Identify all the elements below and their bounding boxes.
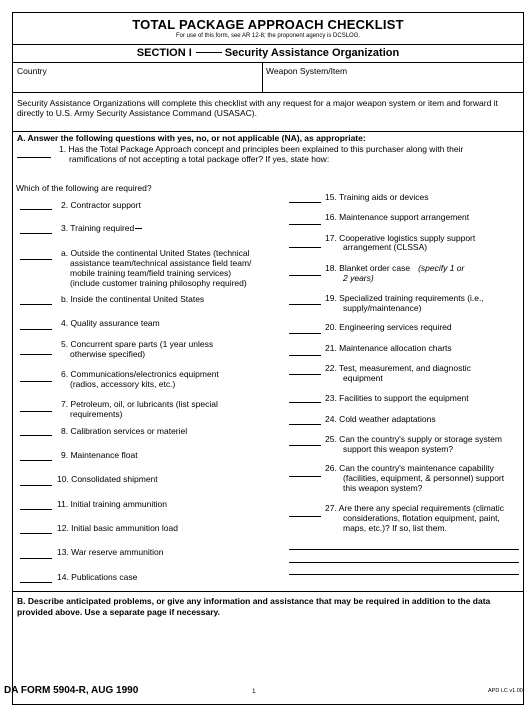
item-14: 14. Publications case [57,572,138,582]
answer-blank-10[interactable] [20,485,52,486]
item-5-line-2: otherwise specified) [70,349,146,359]
which-required-label: Which of the following are required? [16,183,152,193]
item-19-line-1: 19. Specialized training requirements (i.e., [325,293,484,303]
item-3-dash [135,228,142,229]
answer-blank-3b[interactable] [20,304,52,305]
field-separator [262,62,263,92]
answer-blank-13[interactable] [20,558,52,559]
item-18-label: 18. Blanket order case [325,263,411,273]
item-13: 13. War reserve ammunition [57,547,164,557]
checklist-form [12,12,524,705]
answer-blank-7[interactable] [20,411,52,412]
country-label: Country [17,66,47,76]
item-18-line-1 [325,263,464,273]
item-10: 10. Consolidated shipment [57,474,158,484]
part-b-line-2: provided above. Use a separate page if necessary. [17,607,220,617]
item-27-line-1: 27. Are there any special requirements (climatic [325,503,505,513]
answer-blank-17[interactable] [289,247,321,248]
divider [13,591,523,592]
item-23: 23. Facilities to support the equipment [325,393,469,403]
item-6-line-2: (radios, accessory kits, etc.) [70,379,176,389]
answer-blank-22[interactable] [289,374,321,375]
item-21: 21. Maintenance allocation charts [325,343,452,353]
item-22-line-2: equipment [343,373,383,383]
item-17-line-1: 17. Cooperative logistics supply support [325,233,476,243]
page-number: 1 [252,688,256,695]
divider [13,62,523,63]
answer-blank-20[interactable] [289,333,321,334]
answer-blank-8[interactable] [20,435,52,436]
answer-blank-14[interactable] [20,582,52,583]
item-6-line-1: 6. Communications/electronics equipment [61,369,219,379]
answer-blank-9[interactable] [20,460,52,461]
item-17-line-2: arrangement (CLSSA) [343,242,428,252]
section-title: Security Assistance Organization [224,47,400,59]
country-field[interactable] [13,75,261,91]
answer-blank-25[interactable] [289,445,321,446]
intro-text: Security Assistance Organizations will complete this checklist with any request for a major weapon system or item and forward it directly to U.S. Army Security Assistance Command (USASAC). [17,98,498,118]
item-3a-line-1: a. Outside the continental United States (technical [61,248,250,258]
item-18-note: (specify 1 or [418,263,465,273]
item-7-line-2: requirements) [70,409,123,419]
item-25-line-1: 25. Can the country's supply or storage system [325,434,502,444]
divider [13,44,523,45]
form-number: DA FORM 5904-R, AUG 1990 [4,685,139,696]
item-27-list-line[interactable] [289,549,519,550]
answer-blank-24[interactable] [289,424,321,425]
part-b-response-area[interactable] [15,621,521,691]
answer-blank-18[interactable] [289,275,321,276]
answer-blank-11[interactable] [20,509,52,510]
answer-blank-23[interactable] [289,402,321,403]
item-27-line-2: considerations, flotation equipment, paint, [343,513,500,523]
divider [13,131,523,132]
item-25-line-2: support this weapon system? [343,444,454,454]
item-3b: b. Inside the continental United States [61,294,205,304]
answer-blank-1[interactable] [17,157,51,158]
item-16: 16. Maintenance support arrangement [325,212,470,222]
item-3a-line-3: mobile training team/field training services) [70,268,232,278]
item-9: 9. Maintenance float [61,450,138,460]
part-a-heading: A. Answer the following questions with yes, no, or not applicable (NA), as appropriate: [17,133,366,143]
answer-blank-15[interactable] [289,202,321,203]
item-18-note-line-2: 2 years) [343,273,374,283]
item-4: 4. Quality assurance team [61,318,160,328]
answer-blank-26[interactable] [289,476,321,477]
item-26-line-1: 26. Can the country's maintenance capability [325,463,494,473]
answer-blank-12[interactable] [20,533,52,534]
divider [13,92,523,93]
item-27-list-line[interactable] [289,562,519,563]
item-3a-line-4: (include customer training philosophy required) [70,278,247,288]
item-27-line-3: maps, etc.)? If so, list them. [343,523,447,533]
form-subtitle: For use of this form, see AR 12-8; the proponent agency is DCSLOG. [175,33,361,39]
section-heading [13,47,523,59]
item-26-line-2: (facilities, equipment, & personnel) support [343,473,505,483]
question-1-line-1: 1. Has the Total Package Approach concept and principles been explained to this purchaser along with their [59,144,464,154]
item-15: 15. Training aids or devices [325,192,429,202]
item-20: 20. Engineering services required [325,322,452,332]
item-12: 12. Initial basic ammunition load [57,523,178,533]
item-27-list-line[interactable] [289,574,519,575]
section-dash [196,52,222,53]
item-3 [61,223,142,233]
answer-blank-6[interactable] [20,381,52,382]
item-11: 11. Initial training ammunition [57,499,167,509]
answer-blank-19[interactable] [289,304,321,305]
item-22-line-1: 22. Test, measurement, and diagnostic [325,363,471,373]
section-number: SECTION I [136,47,192,59]
item-2: 2. Contractor support [61,200,141,210]
answer-blank-2[interactable] [20,209,52,210]
item-5-line-1: 5. Concurrent spare parts (1 year unless [61,339,214,349]
answer-blank-27[interactable] [289,516,321,517]
item-26-line-3: this weapon system? [343,483,423,493]
answer-blank-4[interactable] [20,329,52,330]
item-24: 24. Cold weather adaptations [325,414,436,424]
form-version: APD LC v1.00 [488,688,523,694]
answer-blank-16[interactable] [289,224,321,225]
answer-blank-3[interactable] [20,233,52,234]
item-3-label: 3. Training required [61,223,135,233]
item-8: 8. Calibration services or materiel [61,426,188,436]
answer-blank-3a[interactable] [20,259,52,260]
item-3a-line-2: assistance team/technical assistance field team/ [70,258,252,268]
answer-blank-5[interactable] [20,354,52,355]
item-7-line-1: 7. Petroleum, oil, or lubricants (list special [61,399,218,409]
weapon-system-label: Weapon System/Item [266,66,348,76]
answer-blank-21[interactable] [289,355,321,356]
question-1-line-2: ramifications of not accepting a total package offer? If yes, state how: [69,154,330,164]
part-b-line-1: B. Describe anticipated problems, or give any information and assistance that may be required in addition to the data [17,596,491,606]
item-19-line-2: supply/maintenance) [343,303,422,313]
weapon-system-field[interactable] [264,75,522,91]
form-title: TOTAL PACKAGE APPROACH CHECKLIST [132,17,404,32]
